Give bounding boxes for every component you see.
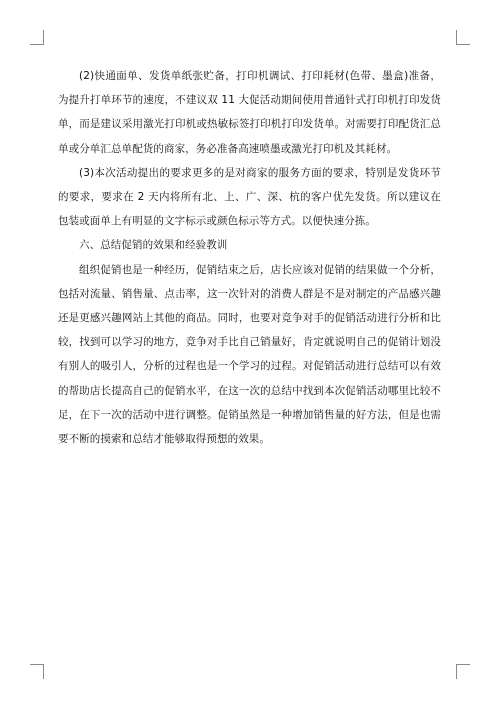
section-heading: 六、总结促销的效果和经验教训	[79, 239, 228, 252]
crop-mark-top-right	[456, 30, 457, 45]
crop-mark-top-left	[43, 30, 44, 45]
paragraph-express-supplies: (2)快通面单、发货单纸张贮备，打印机调试、打印耗材(色带、墨盒)准备，为提升打单环节的速度，不建议双 11 大促活动期间使用普通针式打印机打印发货单，而是建议采用激光打印机或热敏标签打印机打印发货单。对需要打印配货汇总单或分单汇总单配货的商家，务必准备高速喷墨或激光打印机及其耗材。	[58, 70, 441, 155]
paragraph-promotion-summary: 组织促销也是一种经历，促销结束之后，店长应该对促销的结果做一个分析，包括对流量、销售量、点击率，这一次针对的消费人群是不是对制定的产品感兴趣还是更感兴趣网站上其他的商品。同时，也要对竞争对手的促销活动进行分析和比较，找到可以学习的地方，竞争对手比自己销量好，肯定就说明自己的促销计划没有别人的吸引人，分析的过程也是一个学习的过程。对促销活动进行总结可以有效的帮助店长提高自己的促销水平，在这一次的总结中找到本次促销活动哪里比较不足，在下一次的活动中进行调整。促销虽然是一种增加销售量的好方法，但是也需要不断的摸索和总结才能够取得预想的效果。	[58, 263, 441, 446]
crop-mark-bottom-right	[456, 664, 470, 665]
crop-mark-top-left	[30, 44, 44, 45]
crop-mark-bottom-left	[30, 664, 44, 665]
paragraph-service-requirements: (3)本次活动提出的要求更多的是对商家的服务方面的要求，特别是发货环节的要求，要求在 2 天内将所有北、上、广、深、杭的客户优先发货。所以建议在包装或面单上有明显的文字标示或颜色标示等方式。以便快速分拣。	[58, 166, 441, 228]
crop-mark-bottom-right	[456, 664, 457, 679]
document-body	[58, 64, 441, 451]
crop-mark-bottom-left	[43, 664, 44, 679]
crop-mark-top-right	[456, 44, 470, 45]
